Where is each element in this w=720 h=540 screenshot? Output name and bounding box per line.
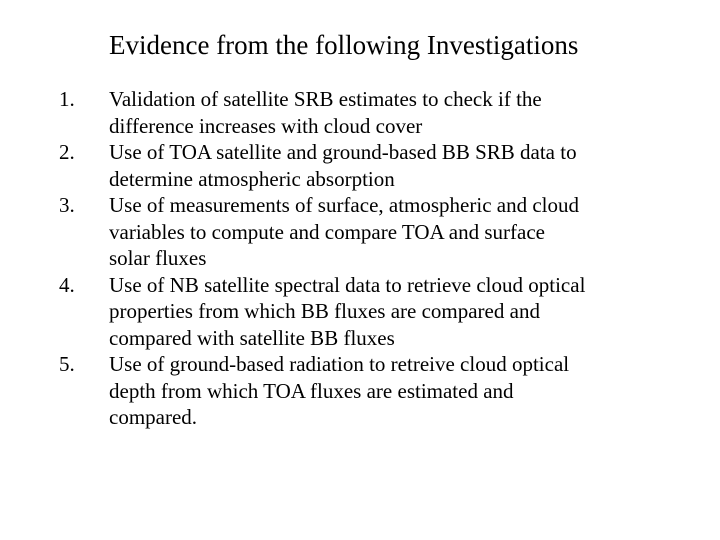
item-text-line: Use of TOA satellite and ground-based BB SRB data to (109, 140, 577, 164)
item-text (109, 86, 679, 139)
item-text (109, 272, 679, 352)
list-item (0, 272, 720, 352)
item-text-line: properties from which BB fluxes are compared and (109, 299, 540, 323)
item-text-line: difference increases with cloud cover (109, 113, 423, 138)
item-text-line: Use of ground-based radiation to retreive cloud optical (109, 352, 570, 376)
item-number: 4. (59, 272, 75, 297)
investigation-list (0, 86, 720, 431)
list-item (0, 192, 720, 272)
item-number: 2. (59, 140, 75, 164)
item-text (109, 139, 679, 192)
item-text (109, 351, 679, 431)
list-item (0, 351, 720, 431)
list-item (0, 139, 720, 192)
item-text-line: variables to compute and compare TOA and surface (109, 219, 545, 244)
item-number: 5. (59, 352, 75, 376)
item-text-line: solar fluxes (109, 246, 207, 270)
item-text (109, 192, 679, 272)
item-text-line: Validation of satellite SRB estimates to check if the (109, 87, 542, 111)
item-number: 1. (59, 87, 75, 111)
item-text-line: determine atmospheric absorption (109, 166, 395, 191)
item-text-line: Use of measurements of surface, atmospheric and cloud (109, 193, 579, 217)
item-text-line: compared. (109, 405, 198, 429)
item-text-line: depth from which TOA fluxes are estimated and (109, 378, 514, 403)
list-item (0, 86, 720, 139)
item-text-line: compared with satellite BB fluxes (109, 325, 395, 350)
item-text-line: Use of NB satellite spectral data to retrieve cloud optical (109, 272, 586, 297)
item-number: 3. (59, 193, 75, 217)
slide-title: Evidence from the following Investigations (109, 30, 579, 60)
